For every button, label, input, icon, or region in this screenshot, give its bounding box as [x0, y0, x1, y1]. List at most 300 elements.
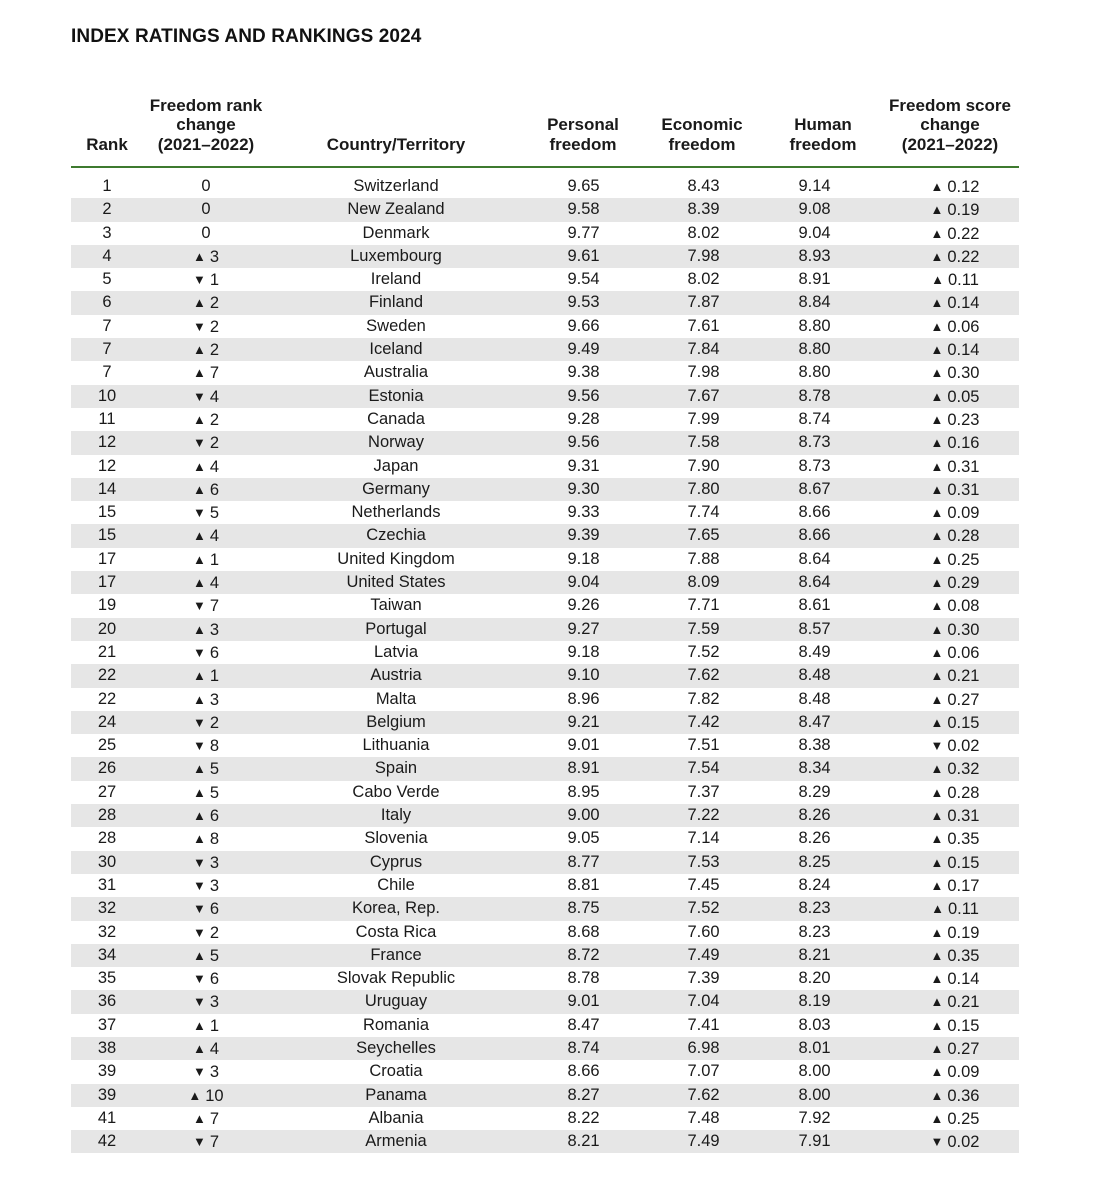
- triangle-down-icon: ▼: [192, 1064, 206, 1080]
- personal-freedom-cell: [546, 431, 621, 454]
- personal-freedom-cell-value: 8.72: [567, 945, 600, 964]
- rank-cell-value: 5: [102, 270, 112, 289]
- triangle-up-icon: ▲: [930, 691, 944, 707]
- score-change-cell-value: 0.27: [947, 1039, 980, 1058]
- economic-freedom-cell: [666, 548, 741, 571]
- personal-freedom-cell: [546, 688, 621, 711]
- personal-freedom-cell: [546, 408, 621, 431]
- rank-cell-value: 21: [97, 642, 117, 661]
- personal-freedom-cell: [546, 1130, 621, 1153]
- rank-cell: [71, 385, 143, 408]
- country-cell-value: Slovenia: [364, 829, 428, 848]
- rank-cell: [71, 431, 143, 454]
- score-change-cell-value: 0.30: [947, 620, 980, 639]
- table-row: [71, 664, 1019, 687]
- country-cell-value: Japan: [373, 456, 419, 475]
- triangle-down-icon: ▼: [192, 388, 206, 404]
- rank-cell-value: 25: [97, 736, 117, 755]
- personal-freedom-cell: [546, 874, 621, 897]
- rank-change-cell: [171, 757, 241, 780]
- triangle-up-icon: ▲: [930, 1110, 944, 1126]
- economic-freedom-cell-value: 8.02: [687, 270, 720, 289]
- score-change-cell-value: 0.23: [947, 410, 980, 429]
- table-row: [71, 1130, 1019, 1153]
- rank-cell: [71, 1130, 143, 1153]
- rank-change-cell: [171, 711, 241, 734]
- personal-freedom-cell-value: 9.49: [567, 340, 600, 359]
- rank-change-cell-value: 6: [209, 643, 220, 662]
- country-cell: [306, 1060, 486, 1083]
- country-cell: [306, 245, 486, 268]
- personal-freedom-cell-value: 8.75: [567, 899, 600, 918]
- triangle-up-icon: ▲: [930, 971, 944, 987]
- score-change-cell-value: 0.19: [947, 201, 980, 220]
- country-cell-value: Germany: [362, 479, 430, 498]
- country-cell: [306, 711, 486, 734]
- rank-cell-value: 42: [97, 1132, 117, 1151]
- economic-freedom-cell-value: 7.74: [687, 503, 720, 522]
- triangle-up-icon: ▲: [192, 668, 206, 684]
- score-change-cell-value: 0.31: [947, 480, 980, 499]
- personal-freedom-cell-value: 9.77: [567, 223, 600, 242]
- country-cell: [306, 571, 486, 594]
- table-row: [71, 431, 1019, 454]
- triangle-up-icon: ▲: [192, 411, 206, 427]
- country-cell-value: Finland: [368, 293, 424, 312]
- personal-freedom-cell-value: 9.56: [567, 433, 600, 452]
- rank-change-cell-value: 6: [209, 900, 220, 919]
- personal-freedom-cell-value: 8.96: [567, 689, 600, 708]
- human-freedom-cell: [777, 641, 852, 664]
- rank-change-cell: [171, 851, 241, 874]
- table-row: [71, 1014, 1019, 1037]
- score-change-cell-value: 0.28: [947, 527, 980, 546]
- score-change-cell-value: 0.35: [947, 946, 980, 965]
- economic-freedom-cell: [666, 688, 741, 711]
- score-change-cell: [905, 594, 1005, 617]
- rank-change-cell: [171, 921, 241, 944]
- economic-freedom-cell-value: 7.84: [687, 340, 720, 359]
- economic-freedom-cell-value: 7.42: [687, 712, 720, 731]
- table-body: [71, 175, 1019, 1153]
- rank-change-cell-value: 2: [209, 923, 220, 942]
- triangle-up-icon: ▲: [192, 761, 206, 777]
- country-cell-value: Iceland: [369, 340, 423, 359]
- score-change-cell: [905, 431, 1005, 454]
- country-cell-value: Portugal: [365, 619, 427, 638]
- economic-freedom-cell-value: 7.88: [687, 549, 720, 568]
- rank-cell: [71, 548, 143, 571]
- personal-freedom-cell: [546, 455, 621, 478]
- rank-cell: [71, 222, 143, 245]
- human-freedom-cell-value: 7.92: [798, 1108, 831, 1127]
- personal-freedom-cell: [546, 338, 621, 361]
- rank-change-cell-value: 2: [209, 434, 220, 453]
- rank-cell-value: 11: [98, 409, 116, 428]
- table-row: [71, 757, 1019, 780]
- personal-freedom-cell: [546, 175, 621, 198]
- table-row: [71, 501, 1019, 524]
- rank-cell: [71, 711, 143, 734]
- economic-freedom-cell-value: 7.54: [687, 759, 720, 778]
- header-human-line-2: freedom: [789, 134, 857, 154]
- rank-cell: [71, 478, 143, 501]
- score-change-cell: [905, 455, 1005, 478]
- header-rank-label: Rank: [86, 134, 128, 154]
- score-change-cell: [905, 921, 1005, 944]
- country-cell-value: Italy: [380, 806, 412, 825]
- rank-cell-value: 22: [97, 689, 117, 708]
- triangle-up-icon: ▲: [930, 388, 944, 404]
- rank-cell: [71, 245, 143, 268]
- personal-freedom-cell-value: 9.53: [567, 293, 600, 312]
- table-row: [71, 455, 1019, 478]
- rank-change-cell-value: 2: [209, 713, 220, 732]
- human-freedom-cell-value: 8.80: [798, 340, 831, 359]
- country-cell: [306, 1084, 486, 1107]
- triangle-up-icon: ▲: [930, 994, 944, 1010]
- rank-cell-value: 10: [97, 386, 117, 405]
- header-economic-line-2: freedom: [668, 134, 736, 154]
- country-cell-value: Taiwan: [370, 596, 422, 615]
- personal-freedom-cell-value: 9.61: [567, 246, 600, 265]
- personal-freedom-cell: [546, 1037, 621, 1060]
- table-row: [71, 571, 1019, 594]
- score-change-cell: [905, 804, 1005, 827]
- score-change-cell-value: 0.16: [947, 434, 980, 453]
- rank-cell: [71, 757, 143, 780]
- country-cell-value: Latvia: [373, 642, 419, 661]
- country-cell: [306, 874, 486, 897]
- score-change-cell-value: 0.17: [947, 876, 980, 895]
- human-freedom-cell-value: 8.80: [798, 363, 831, 382]
- rank-cell-value: 31: [97, 875, 117, 894]
- rank-change-cell-value: 8: [209, 830, 220, 849]
- country-cell: [306, 944, 486, 967]
- score-change-cell: [905, 711, 1005, 734]
- country-cell: [306, 524, 486, 547]
- country-cell: [306, 198, 486, 221]
- human-freedom-cell: [777, 524, 852, 547]
- rank-cell: [71, 688, 143, 711]
- rank-change-cell: [171, 291, 241, 314]
- country-cell: [306, 431, 486, 454]
- human-freedom-cell: [777, 664, 852, 687]
- human-freedom-cell-value: 8.64: [798, 549, 831, 568]
- human-freedom-cell: [777, 222, 852, 245]
- country-cell-value: Albania: [368, 1108, 424, 1127]
- rank-change-cell-value: 7: [209, 1133, 220, 1152]
- score-change-cell-value: 0.15: [947, 853, 980, 872]
- country-cell: [306, 921, 486, 944]
- economic-freedom-cell: [666, 571, 741, 594]
- score-change-cell: [905, 688, 1005, 711]
- rank-change-cell-value: 1: [209, 1016, 220, 1035]
- country-cell: [306, 990, 486, 1013]
- rank-change-cell-value: 2: [209, 317, 220, 336]
- score-change-cell: [905, 827, 1005, 850]
- personal-freedom-cell: [546, 781, 621, 804]
- rank-cell: [71, 664, 143, 687]
- table-row: [71, 478, 1019, 501]
- header-economic-line-1: Economic: [661, 115, 743, 134]
- rank-change-cell-value: 5: [209, 783, 220, 802]
- rank-change-cell: [171, 664, 241, 687]
- score-change-cell: [905, 897, 1005, 920]
- human-freedom-cell: [777, 291, 852, 314]
- human-freedom-cell: [777, 804, 852, 827]
- economic-freedom-cell: [666, 338, 741, 361]
- rank-cell-value: 24: [97, 712, 117, 731]
- rank-change-cell: [171, 571, 241, 594]
- economic-freedom-cell-value: 7.53: [687, 852, 720, 871]
- human-freedom-cell-value: 8.26: [798, 829, 831, 848]
- economic-freedom-cell: [666, 175, 741, 198]
- score-change-cell-value: 0.02: [947, 1133, 980, 1152]
- economic-freedom-cell-value: 7.39: [687, 969, 720, 988]
- country-cell: [306, 222, 486, 245]
- score-change-cell: [905, 175, 1005, 198]
- score-change-cell: [905, 1037, 1005, 1060]
- score-change-cell-value: 0.08: [947, 597, 980, 616]
- table-row: [71, 944, 1019, 967]
- economic-freedom-cell-value: 7.62: [687, 666, 720, 685]
- economic-freedom-cell-value: 7.65: [687, 526, 720, 545]
- triangle-up-icon: ▲: [192, 551, 206, 567]
- header-country-label: Country/Territory: [326, 134, 466, 154]
- table-row: [71, 827, 1019, 850]
- triangle-down-icon: ▼: [192, 435, 206, 451]
- score-change-cell: [905, 944, 1005, 967]
- rank-change-cell: [171, 781, 241, 804]
- rank-cell-value: 39: [97, 1085, 117, 1104]
- human-freedom-cell: [777, 827, 852, 850]
- personal-freedom-cell: [546, 478, 621, 501]
- triangle-down-icon: ▼: [192, 738, 206, 754]
- economic-freedom-cell-value: 7.51: [687, 736, 720, 755]
- triangle-up-icon: ▲: [930, 784, 944, 800]
- triangle-up-icon: ▲: [192, 458, 206, 474]
- personal-freedom-cell-value: 8.68: [567, 922, 600, 941]
- human-freedom-cell-value: 7.91: [798, 1132, 831, 1151]
- human-freedom-cell-value: 9.08: [798, 200, 831, 219]
- score-change-cell-value: 0.11: [947, 900, 979, 919]
- triangle-up-icon: ▲: [930, 551, 944, 567]
- rank-change-cell-value: 4: [209, 574, 220, 593]
- rank-change-cell: [171, 361, 241, 384]
- human-freedom-cell: [777, 734, 852, 757]
- table-row: [71, 804, 1019, 827]
- country-cell-value: Czechia: [366, 526, 426, 545]
- country-cell: [306, 291, 486, 314]
- rank-cell-value: 32: [97, 899, 117, 918]
- human-freedom-cell: [777, 455, 852, 478]
- country-cell: [306, 827, 486, 850]
- economic-freedom-cell-value: 7.48: [687, 1108, 720, 1127]
- human-freedom-cell-value: 8.01: [798, 1038, 831, 1057]
- economic-freedom-cell: [666, 734, 741, 757]
- triangle-up-icon: ▲: [930, 435, 944, 451]
- personal-freedom-cell: [546, 268, 621, 291]
- rank-change-cell-value: 0: [201, 223, 211, 242]
- table-row: [71, 268, 1019, 291]
- rank-change-cell: [171, 431, 241, 454]
- country-cell: [306, 594, 486, 617]
- personal-freedom-cell-value: 9.21: [567, 712, 600, 731]
- triangle-up-icon: ▲: [192, 1110, 206, 1126]
- triangle-up-icon: ▲: [930, 458, 944, 474]
- personal-freedom-cell-value: 8.77: [567, 852, 600, 871]
- country-cell: [306, 175, 486, 198]
- rank-cell-value: 12: [97, 433, 117, 452]
- triangle-down-icon: ▼: [192, 505, 206, 521]
- rank-change-cell: [171, 338, 241, 361]
- human-freedom-cell-value: 8.00: [798, 1062, 831, 1081]
- rank-cell-value: 7: [102, 316, 112, 335]
- country-cell: [306, 781, 486, 804]
- rank-change-cell-value: 2: [209, 294, 220, 313]
- rank-change-cell: [171, 501, 241, 524]
- human-freedom-cell-value: 8.24: [798, 875, 831, 894]
- economic-freedom-cell-value: 7.49: [687, 1132, 720, 1151]
- triangle-up-icon: ▲: [930, 411, 944, 427]
- rank-change-cell-value: 4: [209, 527, 220, 546]
- rank-change-cell-value: 7: [209, 597, 220, 616]
- personal-freedom-cell-value: 8.78: [567, 969, 600, 988]
- triangle-up-icon: ▲: [930, 225, 944, 241]
- triangle-up-icon: ▲: [930, 342, 944, 358]
- personal-freedom-cell-value: 9.04: [567, 573, 600, 592]
- score-change-cell: [905, 291, 1005, 314]
- rank-change-cell: [171, 408, 241, 431]
- personal-freedom-cell-value: 9.30: [567, 479, 600, 498]
- country-cell: [306, 641, 486, 664]
- rank-change-cell-value: 5: [209, 946, 220, 965]
- rank-cell-value: 35: [97, 969, 117, 988]
- triangle-up-icon: ▲: [930, 575, 944, 591]
- rank-cell: [71, 921, 143, 944]
- rank-change-cell: [171, 245, 241, 268]
- economic-freedom-cell: [666, 1130, 741, 1153]
- economic-freedom-cell: [666, 757, 741, 780]
- table-row: [71, 641, 1019, 664]
- economic-freedom-cell: [666, 524, 741, 547]
- rank-cell-value: 27: [97, 782, 117, 801]
- personal-freedom-cell: [546, 385, 621, 408]
- economic-freedom-cell: [666, 291, 741, 314]
- personal-freedom-cell: [546, 198, 621, 221]
- triangle-down-icon: ▼: [192, 1134, 206, 1150]
- country-cell-value: Norway: [368, 433, 424, 452]
- human-freedom-cell-value: 8.23: [798, 922, 831, 941]
- human-freedom-cell: [777, 478, 852, 501]
- economic-freedom-cell: [666, 455, 741, 478]
- table-row: [71, 1037, 1019, 1060]
- rank-change-cell-value: 3: [209, 993, 220, 1012]
- score-change-cell: [905, 501, 1005, 524]
- rank-cell: [71, 361, 143, 384]
- human-freedom-cell: [777, 1037, 852, 1060]
- rank-cell: [71, 874, 143, 897]
- rank-change-cell: [171, 222, 241, 245]
- rank-cell-value: 12: [97, 456, 117, 475]
- rank-cell: [71, 944, 143, 967]
- header-personal-line-2: freedom: [549, 134, 617, 154]
- human-freedom-cell: [777, 501, 852, 524]
- score-change-cell-value: 0.14: [947, 970, 980, 989]
- score-change-cell-value: 0.06: [947, 317, 980, 336]
- economic-freedom-cell-value: 6.98: [687, 1038, 720, 1057]
- country-cell: [306, 478, 486, 501]
- triangle-up-icon: ▲: [930, 808, 944, 824]
- human-freedom-cell-value: 8.21: [798, 945, 831, 964]
- human-freedom-cell: [777, 1107, 852, 1130]
- country-cell: [306, 338, 486, 361]
- human-freedom-cell: [777, 781, 852, 804]
- human-freedom-cell-value: 8.91: [798, 270, 831, 289]
- personal-freedom-cell: [546, 1060, 621, 1083]
- economic-freedom-cell-value: 8.43: [687, 177, 720, 195]
- human-freedom-cell: [777, 874, 852, 897]
- human-freedom-cell: [777, 315, 852, 338]
- rank-cell: [71, 315, 143, 338]
- personal-freedom-cell-value: 8.81: [567, 875, 600, 894]
- personal-freedom-cell: [546, 291, 621, 314]
- score-change-cell: [905, 1014, 1005, 1037]
- rank-cell: [71, 338, 143, 361]
- rank-change-cell-value: 0: [201, 177, 211, 195]
- rank-cell-value: 2: [102, 200, 112, 219]
- triangle-down-icon: ▼: [192, 318, 206, 334]
- rank-change-cell-value: 4: [209, 387, 220, 406]
- score-change-cell: [905, 245, 1005, 268]
- rank-cell: [71, 594, 143, 617]
- triangle-down-icon: ▼: [192, 598, 206, 614]
- economic-freedom-cell: [666, 1107, 741, 1130]
- score-change-cell-value: 0.27: [947, 690, 980, 709]
- economic-freedom-cell-value: 7.49: [687, 945, 720, 964]
- table-row: [71, 874, 1019, 897]
- score-change-cell-value: 0.14: [947, 341, 980, 360]
- rank-cell-value: 17: [97, 573, 117, 592]
- rank-change-cell: [171, 618, 241, 641]
- triangle-up-icon: ▲: [930, 598, 944, 614]
- rank-change-cell: [171, 478, 241, 501]
- score-change-cell-value: 0.22: [947, 247, 980, 266]
- triangle-up-icon: ▲: [192, 947, 206, 963]
- rank-change-cell-value: 3: [209, 1063, 220, 1082]
- rank-change-cell-value: 2: [209, 341, 220, 360]
- personal-freedom-cell-value: 9.54: [567, 270, 600, 289]
- rank-cell: [71, 1084, 143, 1107]
- rank-change-cell-value: 3: [209, 853, 220, 872]
- rank-cell-value: 6: [102, 293, 112, 312]
- country-cell-value: Costa Rica: [355, 922, 437, 941]
- triangle-up-icon: ▲: [192, 365, 206, 381]
- rank-cell-value: 30: [97, 852, 117, 871]
- rank-change-cell-value: 5: [209, 760, 220, 779]
- personal-freedom-cell: [546, 245, 621, 268]
- rank-change-cell: [171, 594, 241, 617]
- score-change-cell-value: 0.22: [947, 224, 980, 243]
- score-change-cell-value: 0.09: [947, 1063, 980, 1082]
- header-rule: [71, 166, 1019, 168]
- human-freedom-cell-value: 8.00: [798, 1085, 831, 1104]
- score-change-cell-value: 0.05: [947, 387, 980, 406]
- table-row: [71, 967, 1019, 990]
- country-cell-value: Sweden: [366, 316, 426, 335]
- triangle-down-icon: ▼: [192, 714, 206, 730]
